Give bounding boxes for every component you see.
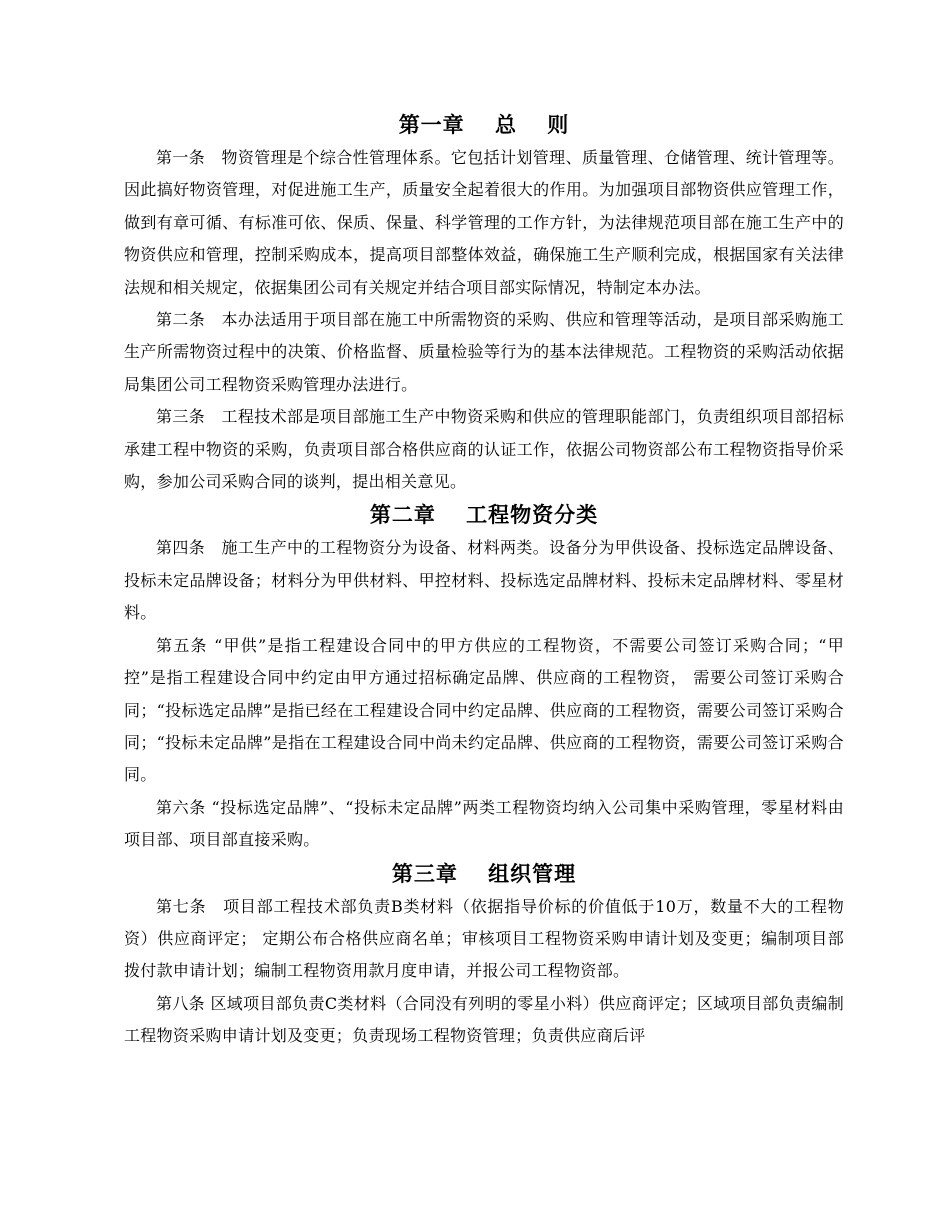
- article-8: 第八条 区域项目部负责C类材料（合同没有列明的零星小料）供应商评定；区域项目部负责编制工程物资采购申请计划及变更；负责现场工程物资管理；负责供应商后评: [124, 993, 844, 1046]
- article-7: 第七条 项目部工程技术部负责B类材料（依据指导价标的价值低于10万，数量不大的工程物资）供应商评定； 定期公布合格供应商名单；审核项目工程物资采购申请计划及变更；编制项目部拨付款申请计划；编制工程物资用款月度申请，并报公司工程物资部。: [124, 896, 844, 981]
- article-6: 第六条 “投标选定品牌”、“投标未定品牌”两类工程物资均纳入公司集中采购管理，零星材料由项目部、项目部直接采购。: [124, 797, 844, 850]
- article-4: 第四条 施工生产中的工程物资分为设备、材料两类。设备分为甲供设备、投标选定品牌设备、投标未定品牌设备；材料分为甲供材料、甲控材料、投标选定品牌材料、投标未定品牌材料、零星材料。: [124, 538, 844, 623]
- chapter-3-title: 第三章 组织管理: [391, 860, 577, 886]
- article-5: 第五条 “甲供”是指工程建设合同中的甲方供应的工程物资，不需要公司签订采购合同；“甲控”是指工程建设合同中约定由甲方通过招标确定品牌、供应商的工程物资， 需要公司签订采购合同；“投标选定品牌”是指已经在工程建设合同中约定品牌、供应商的工程物资，需要公司签订采购合同；“投标未定品牌”是指在工程建设合同中尚未约定品牌、供应商的工程物资，需要公司签订采购合同。: [124, 635, 844, 785]
- article-2: 第二条 本办法适用于项目部在施工中所需物资的采购、供应和管理等活动，是项目部采购施工生产所需物资过程中的决策、价格监督、质量检验等行为的基本法律规范。工程物资的采购活动依据局集团公司工程物资采购管理办法进行。: [124, 310, 844, 394]
- article-1: 第一条 物资管理是个综合性管理体系。它包括计划管理、质量管理、仓储管理、统计管理等。因此搞好物资管理，对促进施工生产，质量安全起着很大的作用。为加强项目部物资供应管理工作，做到有章可循、有标准可依、保质、保量、科学管理的工作方针，为法律规范项目部在施工生产中的物资供应和管理，控制采购成本，提高项目部整体效益，确保施工生产顺利完成，根据国家有关法律法规和相关规定，依据集团公司有关规定并结合项目部实际情况，特制定本办法。: [124, 148, 844, 297]
- chapter-2-title: 第二章 工程物资分类: [369, 502, 599, 528]
- document-page: [124, 108, 844, 1053]
- article-3: 第三条 工程技术部是项目部施工生产中物资采购和供应的管理职能部门，负责组织项目部招标承建工程中物资的采购，负责项目部合格供应商的认证工作，依据公司物资部公布工程物资指导价采购，参加公司采购合同的谈判，提出相关意见。: [124, 407, 844, 492]
- chapter-1-title: 第一章 总 则: [398, 112, 570, 137]
